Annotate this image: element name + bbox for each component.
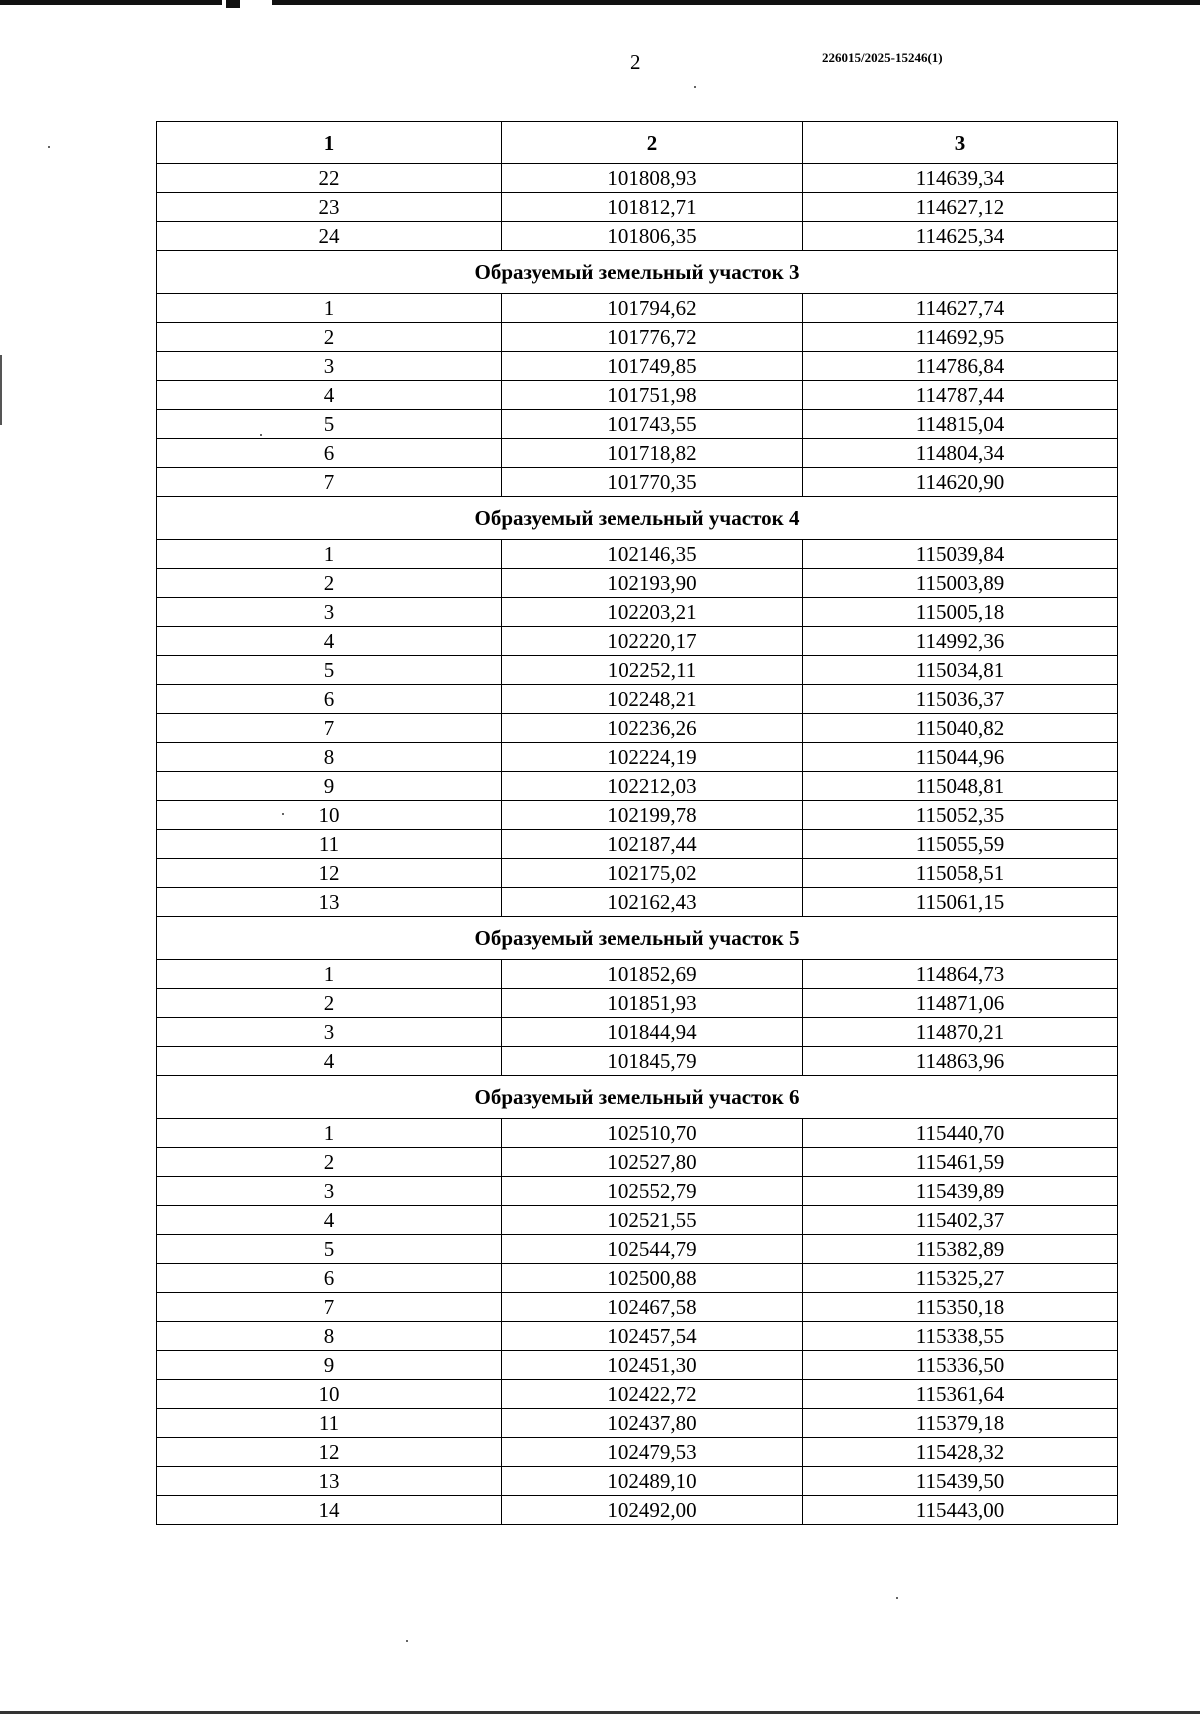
coordinate-y-cell: 115005,18 — [803, 598, 1118, 627]
coordinate-x-cell: 102220,17 — [502, 627, 803, 656]
document-id: 226015/2025-15246(1) — [822, 50, 943, 65]
coordinate-x-cell: 102252,11 — [502, 656, 803, 685]
table-row — [157, 859, 1118, 888]
coordinate-x-cell: 102467,58 — [502, 1293, 803, 1322]
coordinate-y-cell: 115379,18 — [803, 1409, 1118, 1438]
coordinate-y-cell: 115040,82 — [803, 714, 1118, 743]
table-row — [157, 1496, 1118, 1525]
point-number-cell: 8 — [157, 743, 502, 772]
coordinate-x-cell: 102203,21 — [502, 598, 803, 627]
table-row — [157, 627, 1118, 656]
table-row — [157, 830, 1118, 859]
point-number-cell: 4 — [157, 627, 502, 656]
coordinate-y-cell: 114627,74 — [803, 294, 1118, 323]
coordinate-x-cell: 102492,00 — [502, 1496, 803, 1525]
point-number-cell: 9 — [157, 1351, 502, 1380]
table-row — [157, 410, 1118, 439]
coordinate-y-cell: 115048,81 — [803, 772, 1118, 801]
coordinate-y-cell: 114863,96 — [803, 1047, 1118, 1076]
coordinate-x-cell: 102224,19 — [502, 743, 803, 772]
coordinate-y-cell: 115402,37 — [803, 1206, 1118, 1235]
section-title: Образуемый земельный участок 5 — [157, 917, 1118, 960]
table-row — [157, 1409, 1118, 1438]
coordinate-y-cell: 115003,89 — [803, 569, 1118, 598]
table-row — [157, 1235, 1118, 1264]
coordinate-y-cell: 115336,50 — [803, 1351, 1118, 1380]
coordinate-x-cell: 101751,98 — [502, 381, 803, 410]
table-row — [157, 1322, 1118, 1351]
coordinate-x-cell: 102451,30 — [502, 1351, 803, 1380]
coordinate-x-cell: 102248,21 — [502, 685, 803, 714]
column-header: 3 — [803, 122, 1118, 164]
coordinate-x-cell: 102527,80 — [502, 1148, 803, 1177]
coordinate-x-cell: 101844,94 — [502, 1018, 803, 1047]
table-row — [157, 1018, 1118, 1047]
table-row — [157, 1467, 1118, 1496]
point-number-cell: 1 — [157, 294, 502, 323]
coordinate-y-cell: 114870,21 — [803, 1018, 1118, 1047]
point-number-cell: 2 — [157, 323, 502, 352]
coordinate-x-cell: 101808,93 — [502, 164, 803, 193]
point-number-cell: 7 — [157, 1293, 502, 1322]
section-header-row — [157, 251, 1118, 294]
coordinate-x-cell: 102437,80 — [502, 1409, 803, 1438]
point-number-cell: 9 — [157, 772, 502, 801]
coordinate-y-cell: 114627,12 — [803, 193, 1118, 222]
table-header-row — [157, 122, 1118, 164]
point-number-cell: 7 — [157, 714, 502, 743]
coordinate-x-cell: 101718,82 — [502, 439, 803, 468]
coordinate-x-cell: 101794,62 — [502, 294, 803, 323]
table-row — [157, 656, 1118, 685]
coordinate-y-cell: 115061,15 — [803, 888, 1118, 917]
section-title: Образуемый земельный участок 6 — [157, 1076, 1118, 1119]
coordinate-x-cell: 102422,72 — [502, 1380, 803, 1409]
point-number-cell: 4 — [157, 1206, 502, 1235]
coordinate-y-cell: 115055,59 — [803, 830, 1118, 859]
coordinate-y-cell: 115034,81 — [803, 656, 1118, 685]
point-number-cell: 8 — [157, 1322, 502, 1351]
point-number-cell: 1 — [157, 540, 502, 569]
section-title: Образуемый земельный участок 3 — [157, 251, 1118, 294]
coordinate-x-cell: 102236,26 — [502, 714, 803, 743]
point-number-cell: 13 — [157, 1467, 502, 1496]
coordinate-y-cell: 115361,64 — [803, 1380, 1118, 1409]
table-row — [157, 714, 1118, 743]
scan-edge-top-left — [0, 0, 222, 5]
table-row — [157, 598, 1118, 627]
coordinate-y-cell: 114786,84 — [803, 352, 1118, 381]
table-row — [157, 164, 1118, 193]
table-row — [157, 960, 1118, 989]
table-row — [157, 888, 1118, 917]
coordinates-table — [156, 121, 1118, 1525]
coordinate-y-cell: 114804,34 — [803, 439, 1118, 468]
point-number-cell: 3 — [157, 352, 502, 381]
table-row — [157, 743, 1118, 772]
coordinate-y-cell: 115058,51 — [803, 859, 1118, 888]
coordinate-y-cell: 114992,36 — [803, 627, 1118, 656]
coordinate-y-cell: 114620,90 — [803, 468, 1118, 497]
column-header: 1 — [157, 122, 502, 164]
coordinate-x-cell: 101770,35 — [502, 468, 803, 497]
section-title: Образуемый земельный участок 4 — [157, 497, 1118, 540]
scan-edge-top-right — [272, 0, 1200, 5]
coordinate-y-cell: 115443,00 — [803, 1496, 1118, 1525]
table-row — [157, 1047, 1118, 1076]
coordinate-y-cell: 115428,32 — [803, 1438, 1118, 1467]
coordinate-x-cell: 101852,69 — [502, 960, 803, 989]
point-number-cell: 14 — [157, 1496, 502, 1525]
coordinate-x-cell: 102187,44 — [502, 830, 803, 859]
table-row — [157, 222, 1118, 251]
coordinate-y-cell: 115461,59 — [803, 1148, 1118, 1177]
point-number-cell: 22 — [157, 164, 502, 193]
point-number-cell: 1 — [157, 1119, 502, 1148]
table-row — [157, 772, 1118, 801]
point-number-cell: 10 — [157, 801, 502, 830]
table-body — [157, 164, 1118, 1525]
table-row — [157, 1206, 1118, 1235]
table-row — [157, 1380, 1118, 1409]
coordinate-x-cell: 101845,79 — [502, 1047, 803, 1076]
coordinate-x-cell: 102193,90 — [502, 569, 803, 598]
point-number-cell: 6 — [157, 685, 502, 714]
point-number-cell: 24 — [157, 222, 502, 251]
point-number-cell: 6 — [157, 439, 502, 468]
scan-speck — [896, 1597, 898, 1599]
point-number-cell: 3 — [157, 1177, 502, 1206]
coordinate-y-cell: 115440,70 — [803, 1119, 1118, 1148]
column-header: 2 — [502, 122, 803, 164]
coordinate-y-cell: 114625,34 — [803, 222, 1118, 251]
point-number-cell: 23 — [157, 193, 502, 222]
point-number-cell: 2 — [157, 1148, 502, 1177]
coordinate-y-cell: 114871,06 — [803, 989, 1118, 1018]
page-number: 2 — [630, 50, 641, 74]
table-row — [157, 1148, 1118, 1177]
coordinate-y-cell: 114864,73 — [803, 960, 1118, 989]
table-row — [157, 193, 1118, 222]
section-header-row — [157, 497, 1118, 540]
point-number-cell: 3 — [157, 598, 502, 627]
coordinate-y-cell: 115439,89 — [803, 1177, 1118, 1206]
coordinate-x-cell: 101749,85 — [502, 352, 803, 381]
point-number-cell: 1 — [157, 960, 502, 989]
coordinate-x-cell: 102212,03 — [502, 772, 803, 801]
point-number-cell: 10 — [157, 1380, 502, 1409]
point-number-cell: 7 — [157, 468, 502, 497]
table-row — [157, 439, 1118, 468]
coordinate-x-cell: 102146,35 — [502, 540, 803, 569]
coordinate-x-cell: 102544,79 — [502, 1235, 803, 1264]
table-row — [157, 294, 1118, 323]
coordinate-y-cell: 115382,89 — [803, 1235, 1118, 1264]
point-number-cell: 4 — [157, 381, 502, 410]
table-row — [157, 1264, 1118, 1293]
coordinate-y-cell: 115325,27 — [803, 1264, 1118, 1293]
coordinate-x-cell: 102479,53 — [502, 1438, 803, 1467]
point-number-cell: 11 — [157, 830, 502, 859]
table-row — [157, 323, 1118, 352]
table-row — [157, 352, 1118, 381]
table-row — [157, 801, 1118, 830]
coordinate-y-cell: 114692,95 — [803, 323, 1118, 352]
table-row — [157, 1293, 1118, 1322]
table-row — [157, 569, 1118, 598]
section-header-row — [157, 917, 1118, 960]
coordinate-y-cell: 114639,34 — [803, 164, 1118, 193]
coordinate-x-cell: 101812,71 — [502, 193, 803, 222]
table-row — [157, 1177, 1118, 1206]
table-row — [157, 1119, 1118, 1148]
coordinate-y-cell: 115052,35 — [803, 801, 1118, 830]
point-number-cell: 3 — [157, 1018, 502, 1047]
coordinate-y-cell: 115439,50 — [803, 1467, 1118, 1496]
coordinate-x-cell: 101776,72 — [502, 323, 803, 352]
coordinate-x-cell: 101743,55 — [502, 410, 803, 439]
point-number-cell: 5 — [157, 410, 502, 439]
coordinate-y-cell: 115036,37 — [803, 685, 1118, 714]
point-number-cell: 2 — [157, 989, 502, 1018]
scan-speck — [48, 146, 50, 148]
coordinate-y-cell: 115039,84 — [803, 540, 1118, 569]
scan-edge-top-mark — [226, 0, 240, 8]
coordinate-x-cell: 102457,54 — [502, 1322, 803, 1351]
point-number-cell: 12 — [157, 859, 502, 888]
section-header-row — [157, 1076, 1118, 1119]
point-number-cell: 4 — [157, 1047, 502, 1076]
point-number-cell: 13 — [157, 888, 502, 917]
coordinate-x-cell: 102510,70 — [502, 1119, 803, 1148]
point-number-cell: 5 — [157, 656, 502, 685]
table-row — [157, 540, 1118, 569]
coordinate-x-cell: 102521,55 — [502, 1206, 803, 1235]
table-row — [157, 685, 1118, 714]
coordinate-x-cell: 102175,02 — [502, 859, 803, 888]
table-row — [157, 1351, 1118, 1380]
coordinate-y-cell: 114787,44 — [803, 381, 1118, 410]
coordinate-x-cell: 102500,88 — [502, 1264, 803, 1293]
coordinate-x-cell: 102489,10 — [502, 1467, 803, 1496]
coordinate-x-cell: 102199,78 — [502, 801, 803, 830]
table-row — [157, 381, 1118, 410]
table-row — [157, 989, 1118, 1018]
coordinate-y-cell: 115338,55 — [803, 1322, 1118, 1351]
table-row — [157, 468, 1118, 497]
coordinate-y-cell: 115350,18 — [803, 1293, 1118, 1322]
point-number-cell: 6 — [157, 1264, 502, 1293]
coordinate-y-cell: 114815,04 — [803, 410, 1118, 439]
scan-speck — [406, 1640, 408, 1642]
point-number-cell: 2 — [157, 569, 502, 598]
coordinate-x-cell: 102552,79 — [502, 1177, 803, 1206]
point-number-cell: 11 — [157, 1409, 502, 1438]
table-row — [157, 1438, 1118, 1467]
scan-speck — [694, 86, 696, 88]
coordinate-x-cell: 101806,35 — [502, 222, 803, 251]
scan-edge-left — [0, 355, 2, 425]
point-number-cell: 5 — [157, 1235, 502, 1264]
coordinate-y-cell: 115044,96 — [803, 743, 1118, 772]
point-number-cell: 12 — [157, 1438, 502, 1467]
coordinate-x-cell: 102162,43 — [502, 888, 803, 917]
coordinate-x-cell: 101851,93 — [502, 989, 803, 1018]
